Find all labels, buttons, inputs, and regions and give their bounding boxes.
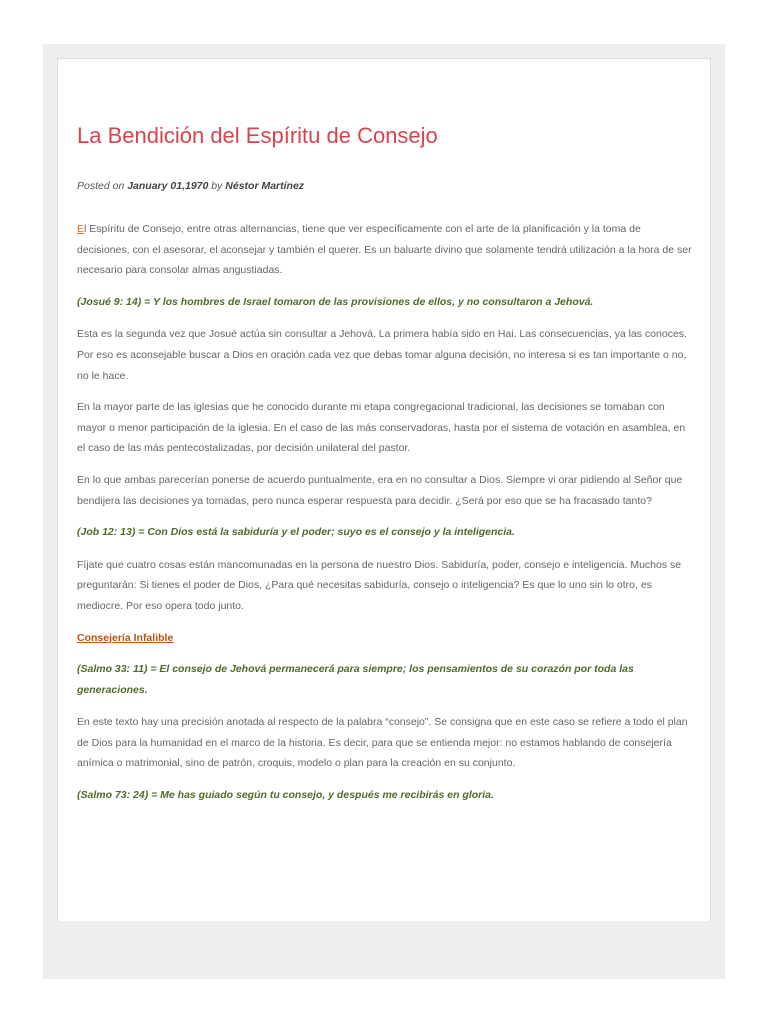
- article-body: [77, 219, 695, 818]
- paragraph: En lo que ambas parecerían ponerse de acuerdo puntualmente, era en no consultar a Dios. Siempre vi orar pidiendo al Señor que bendijera las decisiones ya tomadas, pero nunca esperar respuesta para decidir. ¿Será por eso que se ha fracasado tanto?: [77, 473, 683, 507]
- posted-on-label: Posted on: [77, 180, 128, 192]
- intro-paragraph: [77, 219, 695, 281]
- article-title: La Bendición del Espíritu de Consejo: [77, 123, 438, 148]
- verse-quote: (Salmo 73: 24) = Me has guiado según tu consejo, y después me recibirás en gloria.: [77, 789, 494, 802]
- verse-quote: (Josué 9: 14) = Y los hombres de Israel tomaron de las provisiones de ellos, y no consultaron a Jehová.: [77, 295, 594, 308]
- intro-text: l Espíritu de Consejo, entre otras alternancias, tiene que ver específicamente con el arte de la planificación y la toma de decisiones, con el asesorar, el aconsejar y también el querer. Es un baluarte divino que solamente tendrá utilización a la hora de ser necesario para consolar almas angustiadas.: [77, 223, 692, 277]
- article-card: [57, 58, 711, 921]
- section-subheading: Consejería Infalible: [77, 631, 174, 644]
- paragraph: En la mayor parte de las iglesias que he conocido durante mi etapa congregacional tradicional, las decisiones se tomaban con mayor o menor participación de la iglesia. En el caso de las más conservadoras, hasta por el sistema de votación en asamblea, en el caso de las más pentecostalizadas, por decisión unilateral del pastor.: [77, 401, 686, 455]
- paragraph: Fíjate que cuatro cosas están mancomunadas en la persona de nuestro Dios. Sabiduría, poder, consejo e inteligencia. Muchos se preguntarán: Si tienes el poder de Dios, ¿Para qué necesitas sabiduría, consejo o inteligencia? Es que lo uno sin lo otro, es mediocre. Por eso opera todo junto.: [77, 558, 682, 612]
- paragraph: En este texto hay una precisión anotada al respecto de la palabra “consejo”. Se consigna que en este caso se refiere a todo el plan de Dios para la humanidad en el marco de la historia. Es decir, para que se entienda mejor: no estamos hablando de consejería anímica o matrimonial, sino de patrón, croquis, modelo o plan para la creación en su conjunto.: [77, 716, 688, 770]
- post-date: January 01,1970: [127, 180, 209, 192]
- verse-quote: (Salmo 33: 11) = El consejo de Jehová permanecerá para siempre; los pensamientos de su corazón por toda las generaciones.: [77, 663, 634, 696]
- by-label: by: [208, 180, 226, 192]
- post-author: Néstor Martínez: [225, 180, 305, 192]
- paragraph: Esta es la segunda vez que Josué actúa sin consultar a Jehová. La primera había sido en Hai. Las consecuencias, ya las conoces. Por eso es aconsejable buscar a Dios en oración cada vez que debas tomar alguna decisión, no interesa si es tan importante o no, no le hace.: [77, 328, 687, 382]
- verse-quote: (Job 12: 13) = Con Dios está la sabiduría y el poder; suyo es el consejo y la inteligencia.: [77, 526, 515, 539]
- drop-cap: E: [77, 223, 85, 235]
- post-meta: [77, 180, 304, 192]
